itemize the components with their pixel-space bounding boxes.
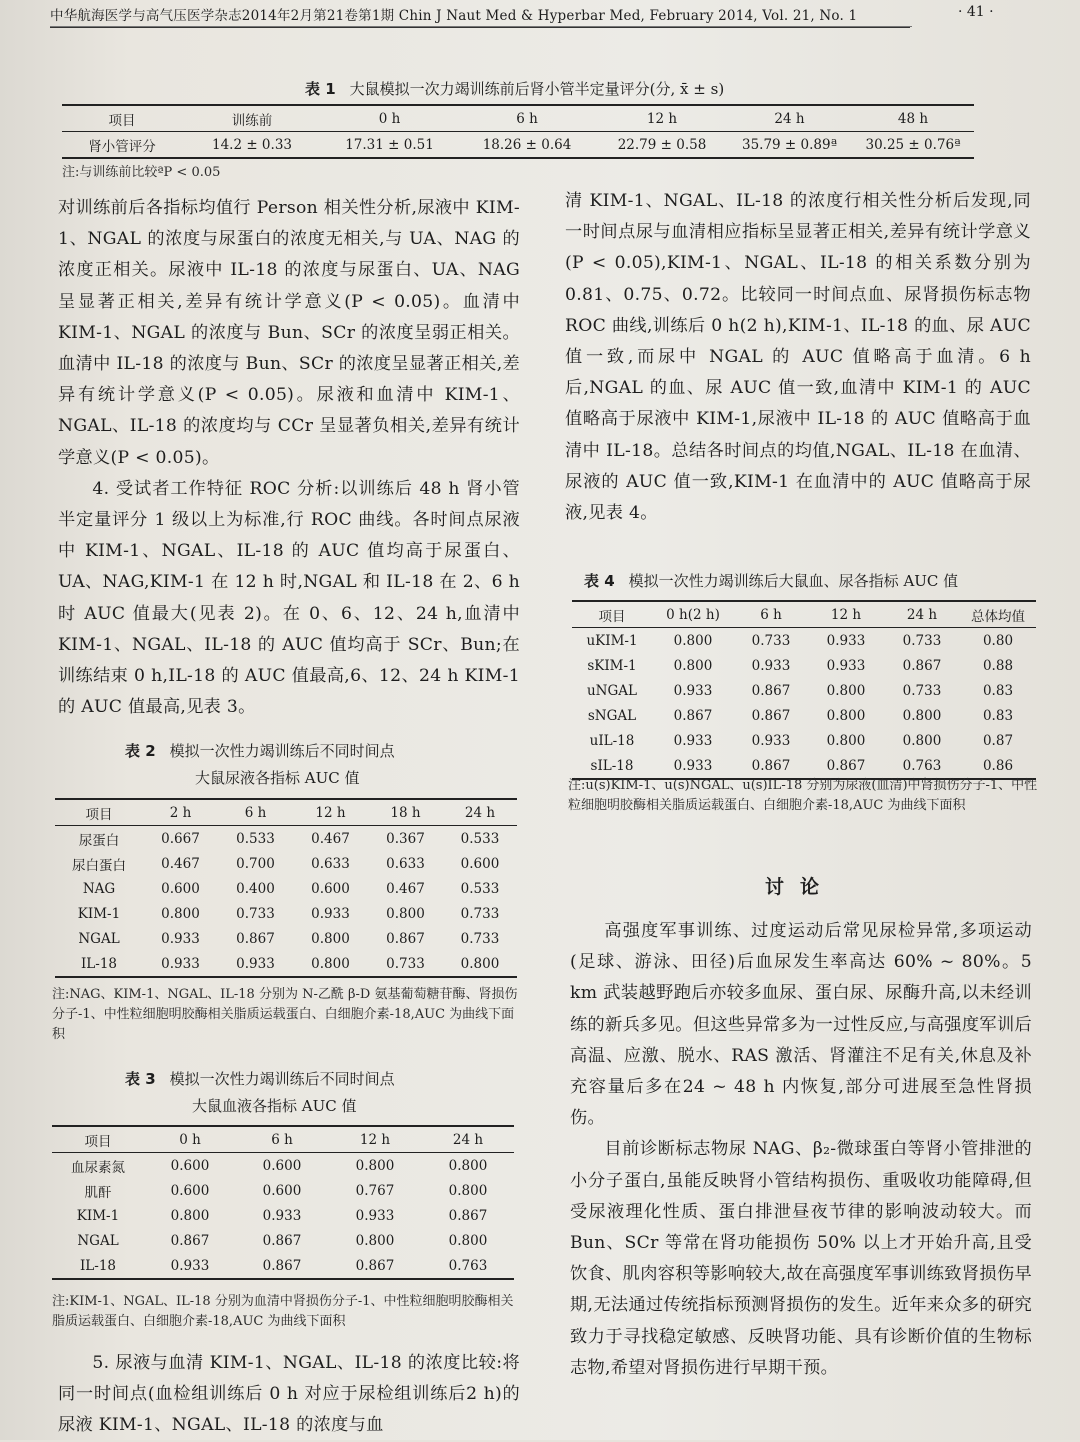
table1 — [62, 104, 974, 159]
table4-cell: uKIM-1 — [586, 632, 638, 649]
left-column-text-top — [58, 193, 520, 723]
table4-label: 表 4 — [584, 572, 615, 590]
table4-header-row — [572, 601, 1036, 628]
table2-caption-line2: 大鼠尿液各指标 AUC 值 — [195, 769, 360, 787]
table4-title: 模拟一次性力竭训练后大鼠血、尿各指标 AUC 值 — [628, 572, 959, 590]
table2-cell: 0.933 — [161, 955, 200, 972]
table3-row — [52, 1253, 514, 1279]
table3-body — [52, 1153, 514, 1280]
table3-caption-line2: 大鼠血液各指标 AUC 值 — [192, 1097, 357, 1115]
table3-cell: 0.800 — [448, 1232, 488, 1249]
table4-cell: 0.87 — [982, 732, 1014, 749]
table3-cell: 0.867 — [448, 1207, 488, 1224]
table2-cell: 0.667 — [161, 830, 200, 847]
table4-cell: 0.800 — [902, 732, 942, 749]
table3-note: 注:KIM-1、NGAL、IL-18 分别为血清中肾损伤分子-1、中性粒细胞明胶酶相关脂质运载蛋白、白细胞介素-18,AUC 为曲线下面积 — [52, 1294, 514, 1329]
table1-cell: 22.79 ± 0.58 — [617, 136, 707, 153]
table2-cell: 0.533 — [460, 880, 500, 897]
table2-cell: 0.800 — [311, 930, 350, 947]
table2-cell: 0.700 — [236, 855, 275, 872]
table4-row — [572, 703, 1036, 728]
table2-cell: 尿蛋白 — [78, 832, 120, 849]
table4-cell: uNGAL — [586, 682, 637, 699]
table3-row — [52, 1153, 514, 1179]
table3-cell: 0.800 — [355, 1232, 395, 1249]
table2-header-row — [55, 799, 517, 826]
table2-cell: 0.800 — [460, 955, 500, 972]
table1-header-cell: 训练前 — [231, 112, 273, 129]
table4-cell: 0.933 — [751, 657, 791, 674]
table2-label: 表 2 — [125, 742, 156, 760]
table4-cell: 0.867 — [673, 707, 713, 724]
table2-cell: 0.400 — [236, 880, 275, 897]
table4-cell: 0.933 — [673, 757, 713, 774]
table1-caption — [305, 78, 724, 99]
table1-header-row — [62, 105, 974, 132]
table2-cell: 0.867 — [386, 930, 425, 947]
table3-cell: 血尿素氮 — [71, 1159, 125, 1176]
table4-cell: 0.933 — [673, 732, 713, 749]
discussion-paragraph-1: 高强度军事训练、过度运动后常见尿检异常,多项运动(足球、游泳、田径)后血尿发生率高达 60% ~ 80%。5 km 武装越野跑后亦较多血尿、蛋白尿、尿酶升高,以未经训练的新兵多见。但这些异常多为一过性反应,与高强度军训后高温、应激、脱水、RAS 激活、肾灌注不足有关,休息及补充容量后多在24 ~ 48 h 内恢复,部分可进展至急性肾损伤。 — [570, 921, 1032, 1129]
header-rule — [50, 26, 912, 27]
table4-cell: sKIM-1 — [587, 657, 637, 674]
table2-row — [55, 926, 517, 951]
table2-header-cell: 6 h — [244, 804, 267, 821]
table4-header-cell: 12 h — [830, 606, 862, 623]
right-column-text-top — [565, 186, 1031, 529]
table4-cell: 0.83 — [982, 682, 1014, 699]
table3-header-cell: 24 h — [452, 1131, 484, 1148]
table2-cell: 0.800 — [311, 955, 350, 972]
table3-caption-line1 — [125, 1068, 395, 1089]
table3-label: 表 3 — [125, 1070, 156, 1088]
table2-cell: 0.633 — [311, 855, 350, 872]
table3-cell: 肌酐 — [84, 1184, 112, 1201]
table3-row — [52, 1228, 514, 1253]
table3-row — [52, 1178, 514, 1203]
table3-cell: 0.800 — [448, 1157, 488, 1174]
table4-cell: 0.80 — [982, 632, 1014, 649]
table3-cell: IL-18 — [79, 1257, 117, 1274]
table3-header-row — [52, 1126, 514, 1153]
table2-cell: 0.600 — [311, 880, 350, 897]
table3-header-cell: 0 h — [179, 1131, 201, 1148]
table1-cell: 肾小管评分 — [88, 138, 156, 155]
table2-cell: IL-18 — [80, 955, 118, 972]
table2-cell: 0.533 — [236, 830, 275, 847]
table2-row — [55, 901, 517, 926]
table3-header-cell: 12 h — [359, 1131, 391, 1148]
table4-cell: 0.867 — [751, 682, 791, 699]
table2-cell: 0.467 — [311, 830, 350, 847]
table4-row — [572, 653, 1036, 678]
table2-row — [55, 851, 517, 876]
table4-cell: sNGAL — [587, 707, 637, 724]
running-header: 中华航海医学与高气压医学杂志2014年2月第21卷第1期 Chin J Naut Med & Hyperbar Med, February 2014, Vol. 21, No. 1 — [50, 4, 910, 28]
table1-cell: 14.2 ± 0.33 — [211, 136, 292, 153]
table3-cell: 0.800 — [355, 1157, 395, 1174]
table4-cell: 0.733 — [751, 632, 791, 649]
table3-header-cell: 项目 — [84, 1133, 112, 1150]
table2-header-cell: 2 h — [169, 804, 192, 821]
discussion-heading: 讨论 — [765, 876, 836, 898]
table3-cell: 0.867 — [262, 1232, 302, 1249]
table4-cell: 0.800 — [673, 632, 713, 649]
table3-header-cell: 6 h — [271, 1131, 293, 1148]
table4-cell: 0.733 — [902, 632, 942, 649]
table2-cell: 0.733 — [460, 930, 500, 947]
table2-cell: KIM-1 — [77, 905, 121, 922]
table2-cell: 0.733 — [386, 955, 425, 972]
table2-header-cell: 18 h — [390, 804, 421, 821]
table3-cell: KIM-1 — [76, 1207, 120, 1224]
table2-cell: 0.733 — [236, 905, 275, 922]
table3-cell: 0.933 — [262, 1207, 302, 1224]
table2-cell: 0.933 — [161, 930, 200, 947]
right-column-text-bottom — [570, 916, 1032, 1384]
table3-cell: 0.867 — [170, 1232, 210, 1249]
table4-row — [572, 678, 1036, 703]
table1-cell: 18.26 ± 0.64 — [482, 136, 572, 153]
table4-cell: 0.86 — [982, 757, 1014, 774]
table1-header-cell: 0 h — [378, 110, 401, 127]
left-paragraph-1: 对训练前后各指标均值行 Person 相关性分析,尿液中 KIM-1、NGAL 的浓度与尿蛋白的浓度无相关,与 UA、NAG 的浓度正相关。尿液中 IL-18 的浓度与尿蛋白、UA、NAG 呈显著正相关,差异有统计学意义(P < 0.05)。血清中 KIM-1、NGAL 的浓度与 Bun、SCr 的浓度呈弱正相关。血清中 IL-18 的浓度与 Bun、SCr 的浓度呈显著正相关,差异有统计学意义(P < 0.05)。尿液和血清中 KIM-1、NGAL、IL-18 的浓度均与 CCr 呈显著负相关,差异有统计学意义(P < 0.05)。 — [58, 198, 520, 468]
table4-header-cell: 6 h — [760, 606, 782, 623]
table4-cell: 0.763 — [902, 757, 942, 774]
table4-cell: 0.800 — [902, 707, 942, 724]
table1-note: 注:与训练前比较ªP < 0.05 — [62, 165, 221, 180]
table2-cell: 0.600 — [460, 855, 500, 872]
right-paragraph-1: 清 KIM-1、NGAL、IL-18 的浓度行相关性分析后发现,同一时间点尿与血清相应指标呈显著正相关,差异有统计学意义(P < 0.05),KIM-1、NGAL、IL-18 的相关系数分别为 0.81、0.75、0.72。比较同一时间点血、尿肾损伤标志物 ROC 曲线,训练后 0 h(2 h),KIM-1、IL-18 的血、尿 AUC 值一致,而尿中 NGAL 的 AUC 值略高于血清。6 h 后,NGAL 的血、尿 AUC 值一致,血清中 KIM-1 的 AUC 值略高于尿液中 KIM-1,尿液中 IL-18 的 AUC 值略高于血清中 IL-18。总结各时间点的均值,NGAL、IL-18 在血清、尿液的 AUC 值一致,KIM-1 在血清中的 AUC 值略高于尿液,见表 4。 — [565, 191, 1031, 524]
table4-cell: 0.733 — [902, 682, 942, 699]
table4-note: 注:u(s)KIM-1、u(s)NGAL、u(s)IL-18 分别为尿液(血清)中肾损伤分子-1、中性粒细胞明胶酶相关脂质运载蛋白、白细胞介素-18,AUC 为曲线下面积 — [568, 778, 1038, 813]
table2-cell: 0.467 — [386, 880, 425, 897]
table4-cell: sIL-18 — [590, 757, 634, 774]
table3-cell: 0.800 — [448, 1182, 488, 1199]
table2-cell: 尿白蛋白 — [72, 857, 126, 874]
table2-cell: 0.533 — [460, 830, 500, 847]
table4-cell: 0.867 — [751, 757, 791, 774]
table4-row — [572, 728, 1036, 753]
table4-cell: 0.867 — [826, 757, 866, 774]
table2-cell: NAG — [82, 880, 116, 897]
table3-cell: 0.600 — [170, 1157, 210, 1174]
table3-cell: 0.933 — [170, 1257, 210, 1274]
table4-cell: 0.800 — [826, 707, 866, 724]
left-paragraph-3: 5. 尿液与血清 KIM-1、NGAL、IL-18 的浓度比较:将同一时间点(血检组训练后 0 h 对应于尿检组训练后2 h)的尿液 KIM-1、NGAL、IL-18 的浓度与血 — [58, 1353, 520, 1436]
table4-body — [572, 628, 1036, 780]
table2-caption-line1 — [125, 740, 395, 761]
table3-cell: 0.933 — [355, 1207, 395, 1224]
table1-header-cell: 48 h — [897, 110, 929, 127]
table2-row — [55, 876, 517, 901]
table4-cell: 0.933 — [826, 632, 866, 649]
table2-row — [55, 826, 517, 852]
table4-caption — [584, 570, 958, 591]
table3-cell: 0.600 — [262, 1157, 302, 1174]
table2-cell: 0.633 — [386, 855, 425, 872]
table1-header-cell: 项目 — [108, 112, 136, 129]
table1-header-cell: 24 h — [774, 110, 805, 127]
table2-cell: 0.933 — [236, 955, 275, 972]
table3-cell: 0.867 — [262, 1257, 302, 1274]
table2-body — [55, 826, 517, 978]
table4-header-cell: 总体均值 — [971, 608, 1025, 625]
table2-cell: 0.367 — [386, 830, 425, 847]
table2-cell: 0.867 — [236, 930, 275, 947]
table4-cell: 0.933 — [826, 657, 866, 674]
table1-title: 大鼠模拟一次力竭训练前后肾小管半定量评分(分, x̄ ± s) — [349, 80, 725, 98]
table4-cell: uIL-18 — [589, 732, 635, 749]
table2-cell: 0.467 — [161, 855, 200, 872]
table2-cell: 0.800 — [161, 905, 200, 922]
table1-row — [62, 132, 974, 159]
table4-cell: 0.800 — [673, 657, 713, 674]
table4-cell: 0.88 — [982, 657, 1014, 674]
table4-cell: 0.933 — [673, 682, 713, 699]
table3-cell: 0.600 — [170, 1182, 210, 1199]
table4-cell: 0.933 — [751, 732, 791, 749]
table1-cell: 30.25 ± 0.76ª — [865, 136, 961, 153]
table4-header-cell: 项目 — [598, 608, 626, 625]
table2-header-cell: 12 h — [315, 804, 346, 821]
table4-row — [572, 628, 1036, 654]
table3-title-1: 模拟一次性力竭训练后不同时间点 — [169, 1070, 395, 1088]
table4-header-cell: 0 h(2 h) — [666, 606, 720, 623]
table4-cell: 0.867 — [751, 707, 791, 724]
table2-cell: 0.800 — [386, 905, 425, 922]
table3 — [52, 1125, 514, 1280]
table4-cell: 0.867 — [902, 657, 942, 674]
table3-cell: 0.767 — [355, 1182, 395, 1199]
table4-cell: 0.800 — [826, 732, 866, 749]
table2 — [55, 798, 517, 978]
table3-cell: 0.800 — [170, 1207, 210, 1224]
left-paragraph-2: 4. 受试者工作特征 ROC 分析:以训练后 48 h 肾小管半定量评分 1 级以上为标准,行 ROC 曲线。各时间点尿液中 KIM-1、NGAL、IL-18 的 AUC 值均高于尿蛋白、UA、NAG,KIM-1 在 12 h 时,NGAL 和 IL-18 在 2、6 h 时 AUC 值最大(见表 2)。在 0、6、12、24 h,血清中 KIM-1、NGAL、IL-18 的 AUC 值均高于 SCr、Bun;在训练结束 0 h,IL-18 的 AUC 值最高,6、12、24 h KIM-1 的 AUC 值最高,见表 3。 — [58, 478, 520, 718]
table4-cell: 0.800 — [826, 682, 866, 699]
table3-cell: NGAL — [77, 1232, 119, 1249]
table2-cell: 0.933 — [311, 905, 350, 922]
table3-cell: 0.867 — [355, 1257, 395, 1274]
table2-row — [55, 951, 517, 977]
table2-header-cell: 项目 — [85, 806, 113, 823]
table4-cell: 0.83 — [982, 707, 1014, 724]
table3-cell: 0.763 — [448, 1257, 488, 1274]
table2-cell: 0.600 — [161, 880, 200, 897]
table2-header-cell: 24 h — [464, 804, 496, 821]
table1-cell: 17.31 ± 0.51 — [345, 136, 434, 153]
table2-title-1: 模拟一次性力竭训练后不同时间点 — [169, 742, 395, 760]
table3-row — [52, 1203, 514, 1228]
table1-header-cell: 6 h — [516, 110, 538, 127]
table1-cell: 35.79 ± 0.89ª — [741, 136, 837, 153]
left-column-text-bottom — [58, 1348, 520, 1442]
page-number: · 41 · — [958, 4, 994, 20]
table4-header-cell: 24 h — [906, 606, 938, 623]
table1-header-cell: 12 h — [646, 110, 678, 127]
discussion-paragraph-2: 目前诊断标志物尿 NAG、β₂-微球蛋白等肾小管排泄的小分子蛋白,虽能反映肾小管结构损伤、重吸收功能障碍,但受尿液理化性质、蛋白排泄昼夜节律的影响波动较大。而 Bun、SCr 等常在肾功能损伤 50% 以上才开始升高,且受饮食、肌肉容积等影响较大,故在高强度军事训练致肾损伤早期,无法通过传统指标预测肾损伤的发生。近年来众多的研究致力于寻找稳定敏感、反映肾功能、具有诊断价值的生物标志物,希望对肾损伤进行早期干预。 — [570, 1139, 1032, 1378]
table2-cell: 0.733 — [460, 905, 500, 922]
table2-note: 注:NAG、KIM-1、NGAL、IL-18 分别为 N-乙酰 β-D 氨基葡萄糖苷酶、肾损伤分子-1、中性粒细胞明胶酶相关脂质运载蛋白、白细胞介素-18,AUC 为曲线下面积 — [52, 987, 518, 1042]
table4 — [572, 600, 1036, 780]
table3-cell: 0.600 — [262, 1182, 302, 1199]
table2-cell: NGAL — [78, 930, 120, 947]
table1-label: 表 1 — [305, 80, 336, 98]
